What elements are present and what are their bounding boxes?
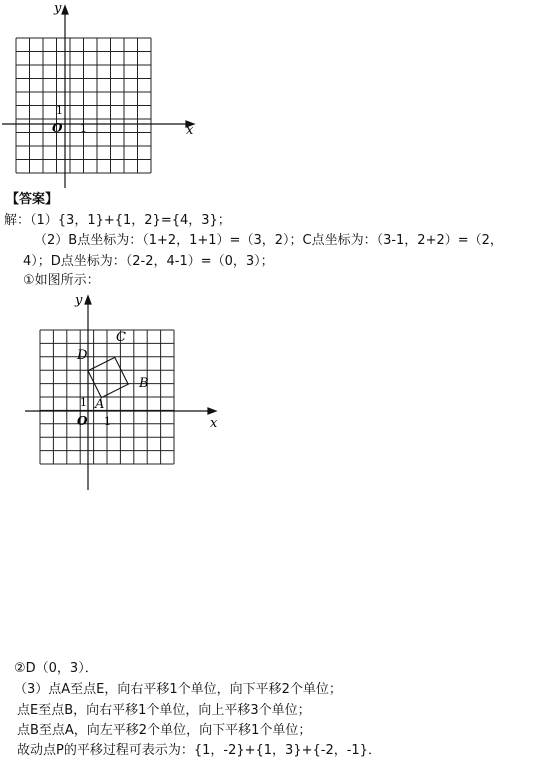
y-axis-arrow-icon [85,296,91,304]
figure-1-grid [0,0,552,200]
point-c-label: C [116,330,126,345]
figure-1-one-y: 1 [56,104,63,117]
solution-line-9: 故动点P的平移过程可表示为：{1，-2}+{1，3}+{-2，-1}． [17,743,381,758]
point-a-label: A [95,397,105,412]
solution-line-8: 点B至点A，向左平移2个单位，向下平移1个单位； [17,723,312,738]
figure-2-origin-label: O [77,414,88,428]
solution-line-3: 4）；D点坐标为：（2-2，4-1）=（0，3）； [23,254,274,269]
solution-line-2: （2）B点坐标为：（1+2，1+1）=（3，2）；C点坐标为：（3-1，2+2）=（2， [34,233,503,248]
figure-1-y-label: y [54,1,62,16]
point-d-label: D [77,348,88,363]
point-b-label: B [139,376,149,391]
figure-2-grid [0,290,552,490]
figure-2-one-y: 1 [80,396,87,409]
answer-heading: 【答案】 [6,192,59,207]
y-axis-arrow-icon [62,6,68,14]
figure-1-one-x: 1 [80,122,87,135]
solution-line-1: 解：（1）{3，1}+{1，2}={4，3}； [4,213,231,228]
solution-line-6: （3）点A至点E，向右平移1个单位，向下平移2个单位； [14,682,342,697]
solution-line-7: 点E至点B，向右平移1个单位，向上平移3个单位； [17,703,311,718]
figure-2-one-x: 1 [104,415,111,428]
figure-2-x-label: x [210,416,218,431]
x-axis-arrow-icon [208,408,216,414]
figure-1-x-label: x [186,123,194,138]
solution-line-4: ①如图所示： [23,273,100,288]
figure-1-origin-label: O [52,121,63,135]
figure-2-y-label: y [75,293,83,308]
solution-line-5: ②D（0，3）． [14,661,98,676]
